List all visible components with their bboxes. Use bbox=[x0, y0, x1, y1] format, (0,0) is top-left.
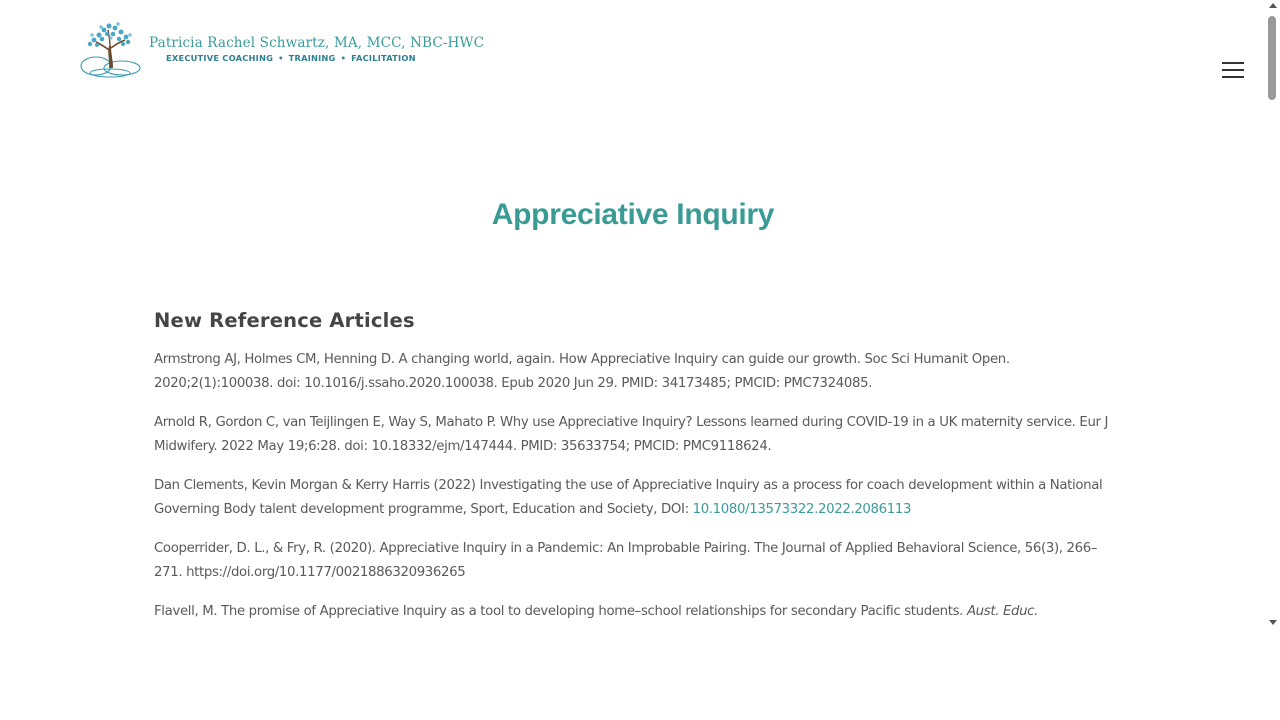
tagline-item: TRAINING bbox=[288, 53, 336, 63]
reference-text: Flavell, M. The promise of Appreciative Inquiry as a tool to developing home–school relationships for secondary Pacific students. bbox=[154, 604, 967, 619]
vertical-scrollbar[interactable] bbox=[1266, 0, 1280, 632]
reference-item bbox=[154, 348, 1109, 396]
doi-link[interactable]: 10.1080/13573322.2022.2086113 bbox=[692, 502, 912, 517]
menu-bar bbox=[1222, 69, 1244, 71]
reference-text: Arnold R, Gordon C, van Teijlingen E, Way S, Mahato P. Why use Appreciative Inquiry? Lessons learned during COVID-19 in a UK maternity service. Eur J Midwifery. 2022 May 19;6:28. doi: 10.18332/ejm/147444. PMID: 35633754; PMCID: PMC9118624. bbox=[154, 415, 1109, 454]
viewport-bottom-area bbox=[0, 632, 1280, 720]
logo-tagline bbox=[166, 53, 416, 63]
reference-item bbox=[154, 474, 1109, 522]
tagline-separator: • bbox=[278, 53, 284, 63]
section-heading: New Reference Articles bbox=[154, 309, 415, 332]
site-logo[interactable] bbox=[80, 20, 485, 80]
menu-bar bbox=[1222, 76, 1244, 78]
menu-bar bbox=[1222, 62, 1244, 64]
scroll-down-arrow-icon[interactable] bbox=[1269, 620, 1277, 625]
scroll-up-arrow-icon[interactable] bbox=[1269, 3, 1277, 8]
reference-item bbox=[154, 411, 1109, 459]
tagline-item: FACILITATION bbox=[351, 53, 416, 63]
tagline-item: EXECUTIVE COACHING bbox=[166, 53, 274, 63]
tagline-separator: • bbox=[340, 53, 347, 63]
reference-item bbox=[154, 600, 1109, 624]
reference-text: Cooperrider, D. L., & Fry, R. (2020). Appreciative Inquiry in a Pandemic: An Improbable Pairing. The Journal of Applied Behavioral Science, 56(3), 266–271. https://doi.org/10.1177/0021886320936265 bbox=[154, 541, 1098, 580]
main-content bbox=[154, 309, 1109, 632]
scroll-thumb[interactable] bbox=[1268, 16, 1276, 100]
reference-item bbox=[154, 537, 1109, 585]
reference-text: Dan Clements, Kevin Morgan & Kerry Harris (2022) Investigating the use of Appreciative Inquiry as a process for coach development within a National Governing Body talent development programme, Sport, Education and Society, DOI: bbox=[154, 478, 1103, 517]
hamburger-menu-icon[interactable] bbox=[1220, 60, 1246, 80]
tree-logo-icon bbox=[80, 20, 146, 78]
journal-name: Aust. Educ. bbox=[966, 604, 1039, 619]
page-title: Appreciative Inquiry bbox=[491, 198, 775, 231]
logo-name: Patricia Rachel Schwartz, MA, MCC, NBC-HWC bbox=[149, 35, 485, 51]
reference-text: Armstrong AJ, Holmes CM, Henning D. A changing world, again. How Appreciative Inquiry can guide our growth. Soc Sci Humanit Open. 2020;2(1):100038. doi: 10.1016/j.ssaho.2020.100038. Epub 2020 Jun 29. PMID: 34173485; PMCID: PMC7324085. bbox=[154, 352, 1010, 391]
